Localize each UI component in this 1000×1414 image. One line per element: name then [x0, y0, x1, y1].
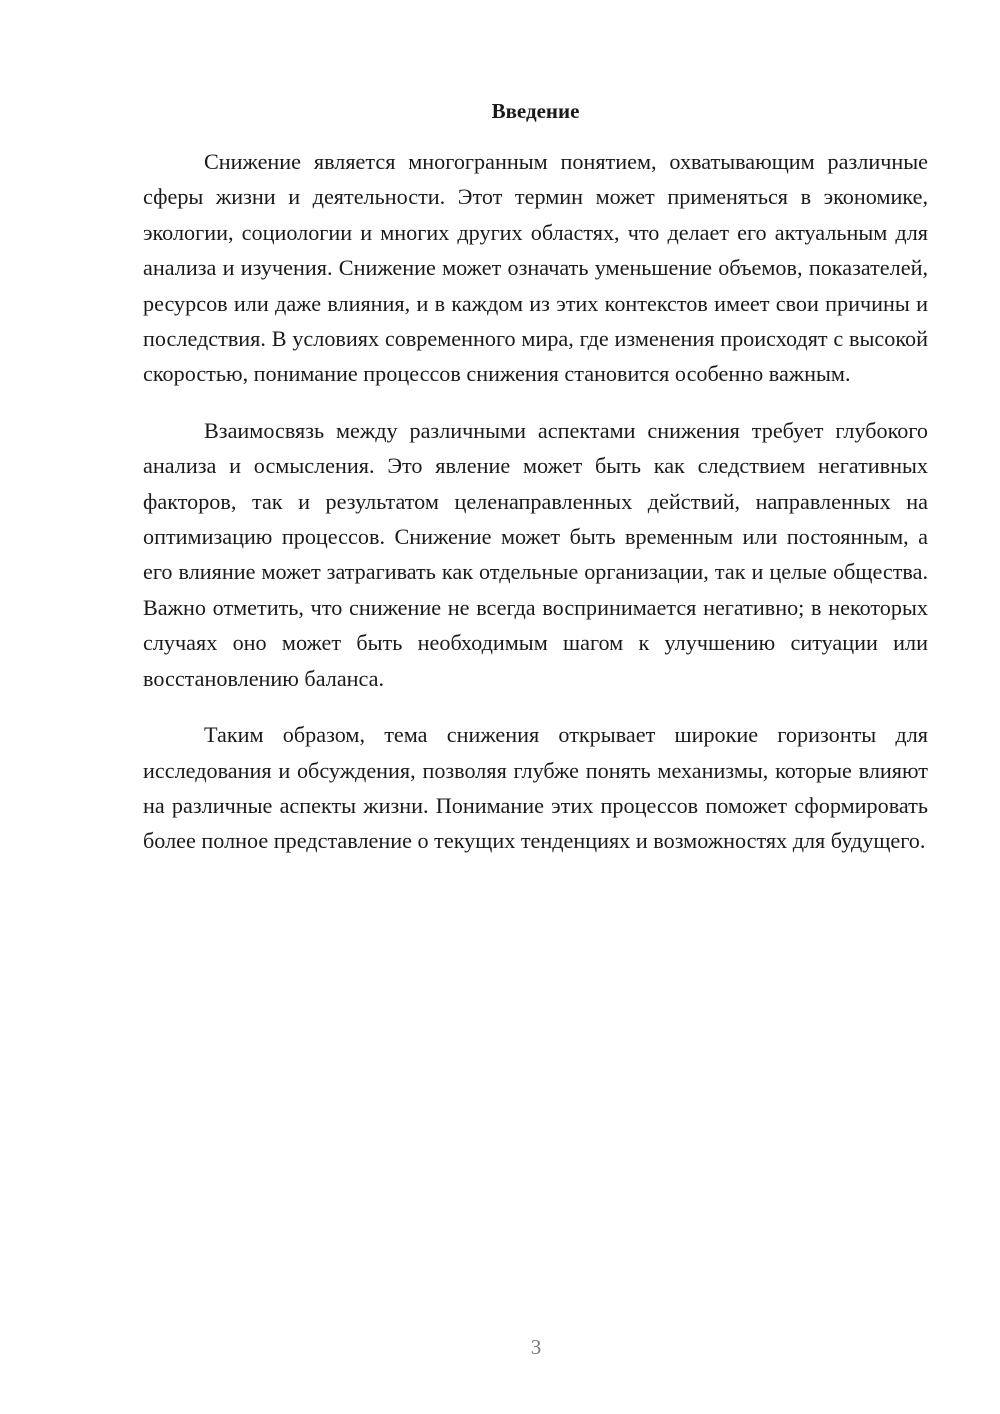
- section-heading: Введение: [491, 99, 580, 123]
- paragraph-2: Взаимосвязь между различными аспектами снижения требует глубокого анализа и осмысления. Это явление может быть как следствием негативных факторов, так и результатом целенаправленных действий, направленных на оптимизацию процессов. Снижение может быть временным или постоянным, а его влияние может затрагивать как отдельные организации, так и целые общества. Важно отметить, что снижение не всегда воспринимается негативно; в некоторых случаях оно может быть необходимым шагом к улучшению ситуации или восстановлению баланса.: [143, 417, 928, 691]
- page-number: 3: [530, 1335, 542, 1359]
- paragraph-3: Таким образом, тема снижения открывает широкие горизонты для исследования и обсуждения, позволяя глубже понять механизмы, которые влияют на различные аспекты жизни. Понимание этих процессов поможет сформировать более полное представление о текущих тенденциях и возможностях для будущего.: [143, 722, 928, 854]
- paragraph-1: Снижение является многогранным понятием, охватывающим различные сферы жизни и деятельности. Этот термин может применяться в экономике, экологии, социологии и многих других областях, что делает его актуальным для анализа и изучения. Снижение может означать уменьшение объемов, показателей, ресурсов или даже влияния, и в каждом из этих контекстов имеет свои причины и последствия. В условиях современного мира, где изменения происходят с высокой скоростью, понимание процессов снижения становится особенно важным.: [143, 149, 928, 387]
- body-text: [143, 144, 928, 880]
